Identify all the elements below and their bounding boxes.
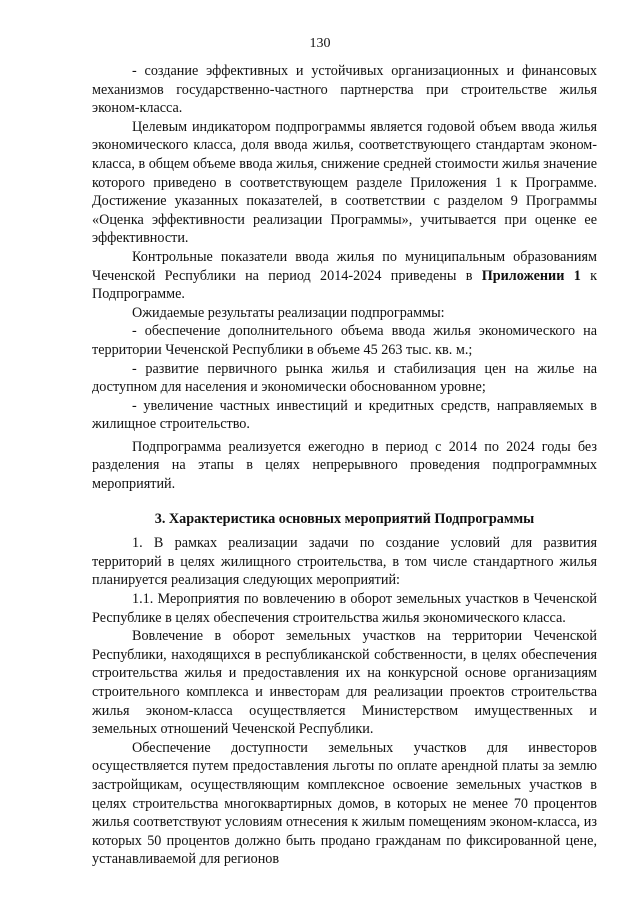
paragraph-section-intro: 1. В рамках реализации задачи по создание условий для развития территорий в целях жилищного строительства, в том числе стандартного жилья планируется реализация следующих мероприятий: (92, 535, 597, 589)
paragraph-target-indicator: Целевым индикатором подпрограммы является годовой объем ввода жилья экономического класса, доля ввода жилья, соответствующего стандартам эконом-класса, в общем объеме ввода жилья, снижение средней стоимости жилья значение которого приведено в соответствующем разделе Приложения 1 к Программе. Достижение указанных показателей, в соответствии с разделом 9 Программы «Оценка эффективности реализации Программы», учитывается при оценке ее эффективности. (92, 118, 597, 247)
paragraph-result-investment: - увеличение частных инвестиций и кредитных средств, направляемых в жилищное строительство. (92, 397, 597, 433)
paragraph-result-volume: - обеспечение дополнительного объема ввода жилья экономического на территории Чеченской Республики в объеме 45 263 тыс. кв. м.; (92, 323, 597, 358)
control-text-after: к Подпрограмме. (92, 267, 597, 303)
paragraph-mechanisms: - создание эффективных и устойчивых организационных и финансовых механизмов государственно-частного партнерства при строительстве жилья эконом-класса. (92, 63, 597, 117)
paragraph-land-accessibility: Обеспечение доступности земельных участков для инвесторов осуществляется путем предоставления льготы по оплате арендной платы за землю застройщикам, осуществляющим комплексное освоение земельных участков в целях строительства многоквартирных домов, в которых не менее 70 процентов жилья соответствуют условиям отнесения к жилым помещениям эконом-класса, из которых 50 процентов должно быть продано гражданам по фиксированной цене, устанавливаемой для регионов (92, 739, 597, 868)
paragraph-control-indicators (92, 248, 597, 304)
paragraph-expected-results: Ожидаемые результаты реализации подпрограммы: (132, 304, 445, 321)
appendix-reference: Приложении 1 (481, 267, 581, 284)
paragraph-land-involvement: Вовлечение в оборот земельных участков на территории Чеченской Республики, находящихся в республиканской собственности, в целях обеспечения строительства жилья и предоставления их на конкурсной основе организациям строительного комплекса и инвесторам для реализации проектов строительства жилья эконом-класса осуществляется Министерством имущественных и земельных отношений Чеченской Республики. (92, 628, 597, 738)
paragraph-result-market: - развитие первичного рынка жилья и стабилизация цен на жилье на доступном для населения и экономически обоснованном уровне; (92, 360, 597, 396)
control-text-before: Контрольные показатели ввода жилья по муниципальным образованиям Чеченской Республики на период 2014-2024 приведены в (92, 248, 597, 284)
paragraph-implementation-period: Подпрограмма реализуется ежегодно в период с 2014 по 2024 годы без разделения на этапы в целях непрерывного проведения подпрограммных мероприятий. (92, 438, 597, 493)
document-body (92, 62, 597, 869)
section-heading: 3. Характеристика основных мероприятий Подпрограммы (154, 510, 535, 527)
page-number: 130 (309, 36, 331, 51)
paragraph-measure-1-1: 1.1. Мероприятия по вовлечению в оборот земельных участков в Чеченской Республике в целях обеспечения строительства жилья экономического класса. (92, 591, 597, 626)
